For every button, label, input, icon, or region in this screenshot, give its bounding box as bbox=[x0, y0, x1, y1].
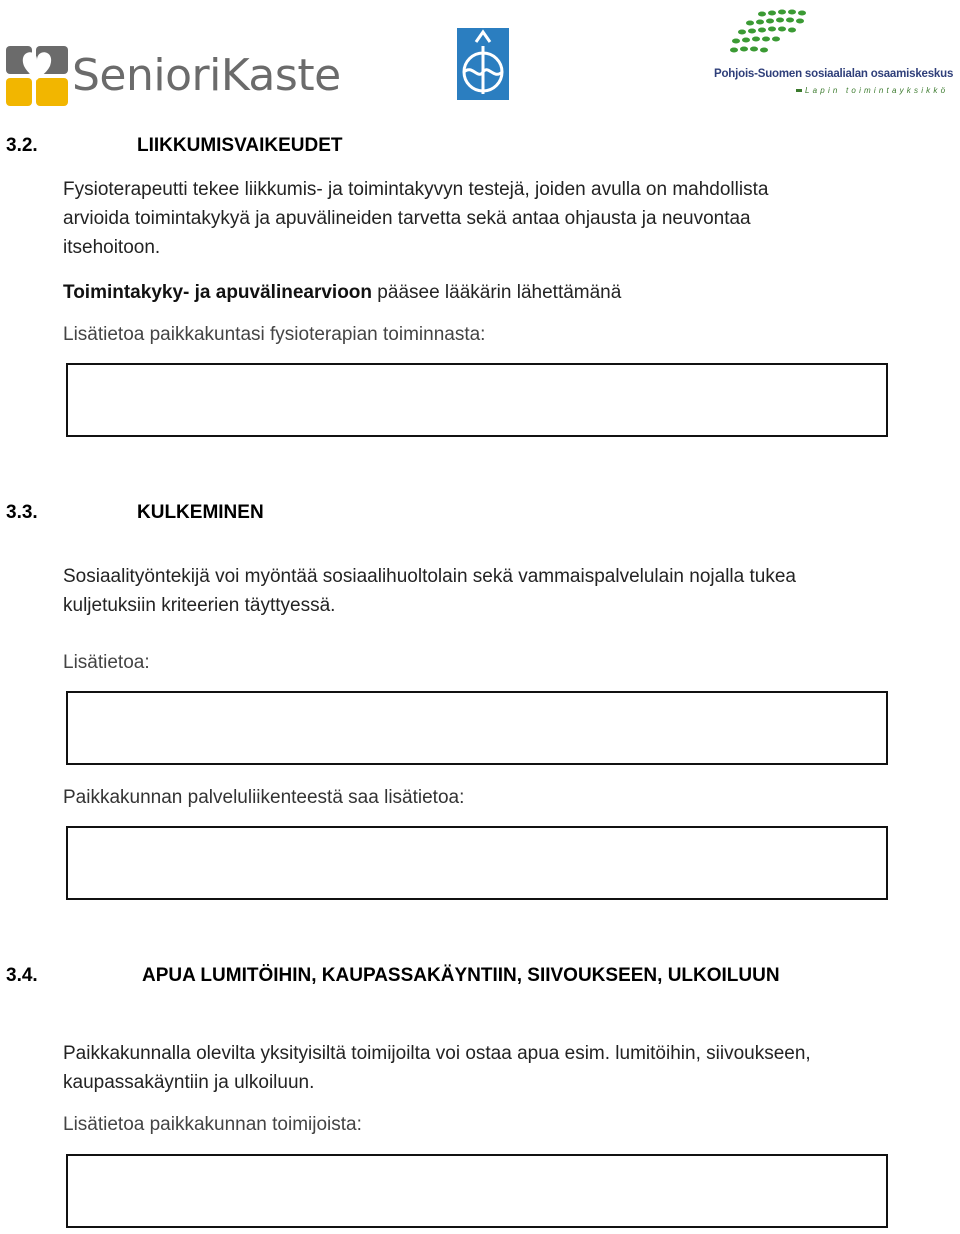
section-3-2-paragraph bbox=[63, 175, 943, 262]
section-3-4-title: APUA LUMITÖIHIN, KAUPASSAKÄYNTIIN, SIIVOUKSEEN, ULKOILUUN bbox=[142, 965, 780, 986]
paragraph-line: itsehoitoon. bbox=[63, 237, 161, 258]
emblem-logo bbox=[456, 28, 510, 100]
transport-info-field[interactable] bbox=[66, 691, 888, 765]
section-3-3-paragraph bbox=[63, 562, 943, 620]
pohjois-suomen-name: Pohjois-Suomen sosiaalialan osaamiskeskus bbox=[714, 68, 954, 80]
section-3-3-number: 3.3. bbox=[6, 502, 38, 523]
physio-info-label: Lisätietoa paikkakuntasi fysioterapian toiminnasta: bbox=[63, 324, 486, 345]
section-3-2-title: LIIKKUMISVAIKEUDET bbox=[137, 135, 343, 156]
section-3-4-number: 3.4. bbox=[6, 965, 38, 986]
shield-emblem-icon bbox=[456, 28, 510, 100]
lapin-toimintayksikko bbox=[796, 86, 948, 95]
leaf-dots-icon bbox=[726, 8, 816, 62]
seniorikaste-logo bbox=[6, 42, 341, 108]
physio-info-field[interactable] bbox=[66, 363, 888, 437]
paragraph-line: arvioida toimintakykyä ja apuvälineiden tarvetta sekä antaa ohjausta ja neuvontaa bbox=[63, 208, 751, 229]
section-3-2-number: 3.2. bbox=[6, 135, 38, 156]
seniorikaste-mark-icon bbox=[6, 46, 68, 106]
paragraph-line: Fysioterapeutti tekee liikkumis- ja toimintakyvyn testejä, joiden avulla on mahdollista bbox=[63, 179, 769, 200]
referral-line bbox=[63, 278, 621, 307]
providers-info-field[interactable] bbox=[66, 1154, 888, 1228]
section-3-3-title: KULKEMINEN bbox=[137, 502, 264, 523]
service-traffic-field[interactable] bbox=[66, 826, 888, 900]
section-3-4-paragraph bbox=[63, 1039, 953, 1097]
transport-info-label: Lisätietoa: bbox=[63, 652, 150, 673]
paragraph-line: kaupassakäyntiin ja ulkoiluun. bbox=[63, 1072, 315, 1093]
paragraph-line: kuljetuksiin kriteerien täyttyessä. bbox=[63, 595, 336, 616]
paragraph-line: Sosiaalityöntekijä voi myöntää sosiaalihuoltolain sekä vammaispalvelulain nojalla tukea bbox=[63, 566, 796, 587]
seniorikaste-wordmark: SenioriKaste bbox=[72, 50, 341, 101]
sub-bar-decoration bbox=[796, 89, 802, 92]
lapin-toimintayksikko-text: Lapin toimintayksikkö bbox=[805, 86, 949, 95]
referral-bold-text: Toimintakyky- ja apuvälinearvioon bbox=[63, 282, 373, 303]
service-traffic-label: Paikkakunnan palveluliikenteestä saa lisätietoa: bbox=[63, 787, 465, 808]
providers-info-label: Lisätietoa paikkakunnan toimijoista: bbox=[63, 1114, 362, 1135]
referral-rest-text: pääsee lääkärin lähettämänä bbox=[372, 282, 622, 303]
paragraph-line: Paikkakunnalla olevilta yksityisiltä toimijoilta voi ostaa apua esim. lumitöihin, siivoukseen, bbox=[63, 1043, 811, 1064]
pohjois-suomen-logo bbox=[712, 8, 957, 104]
